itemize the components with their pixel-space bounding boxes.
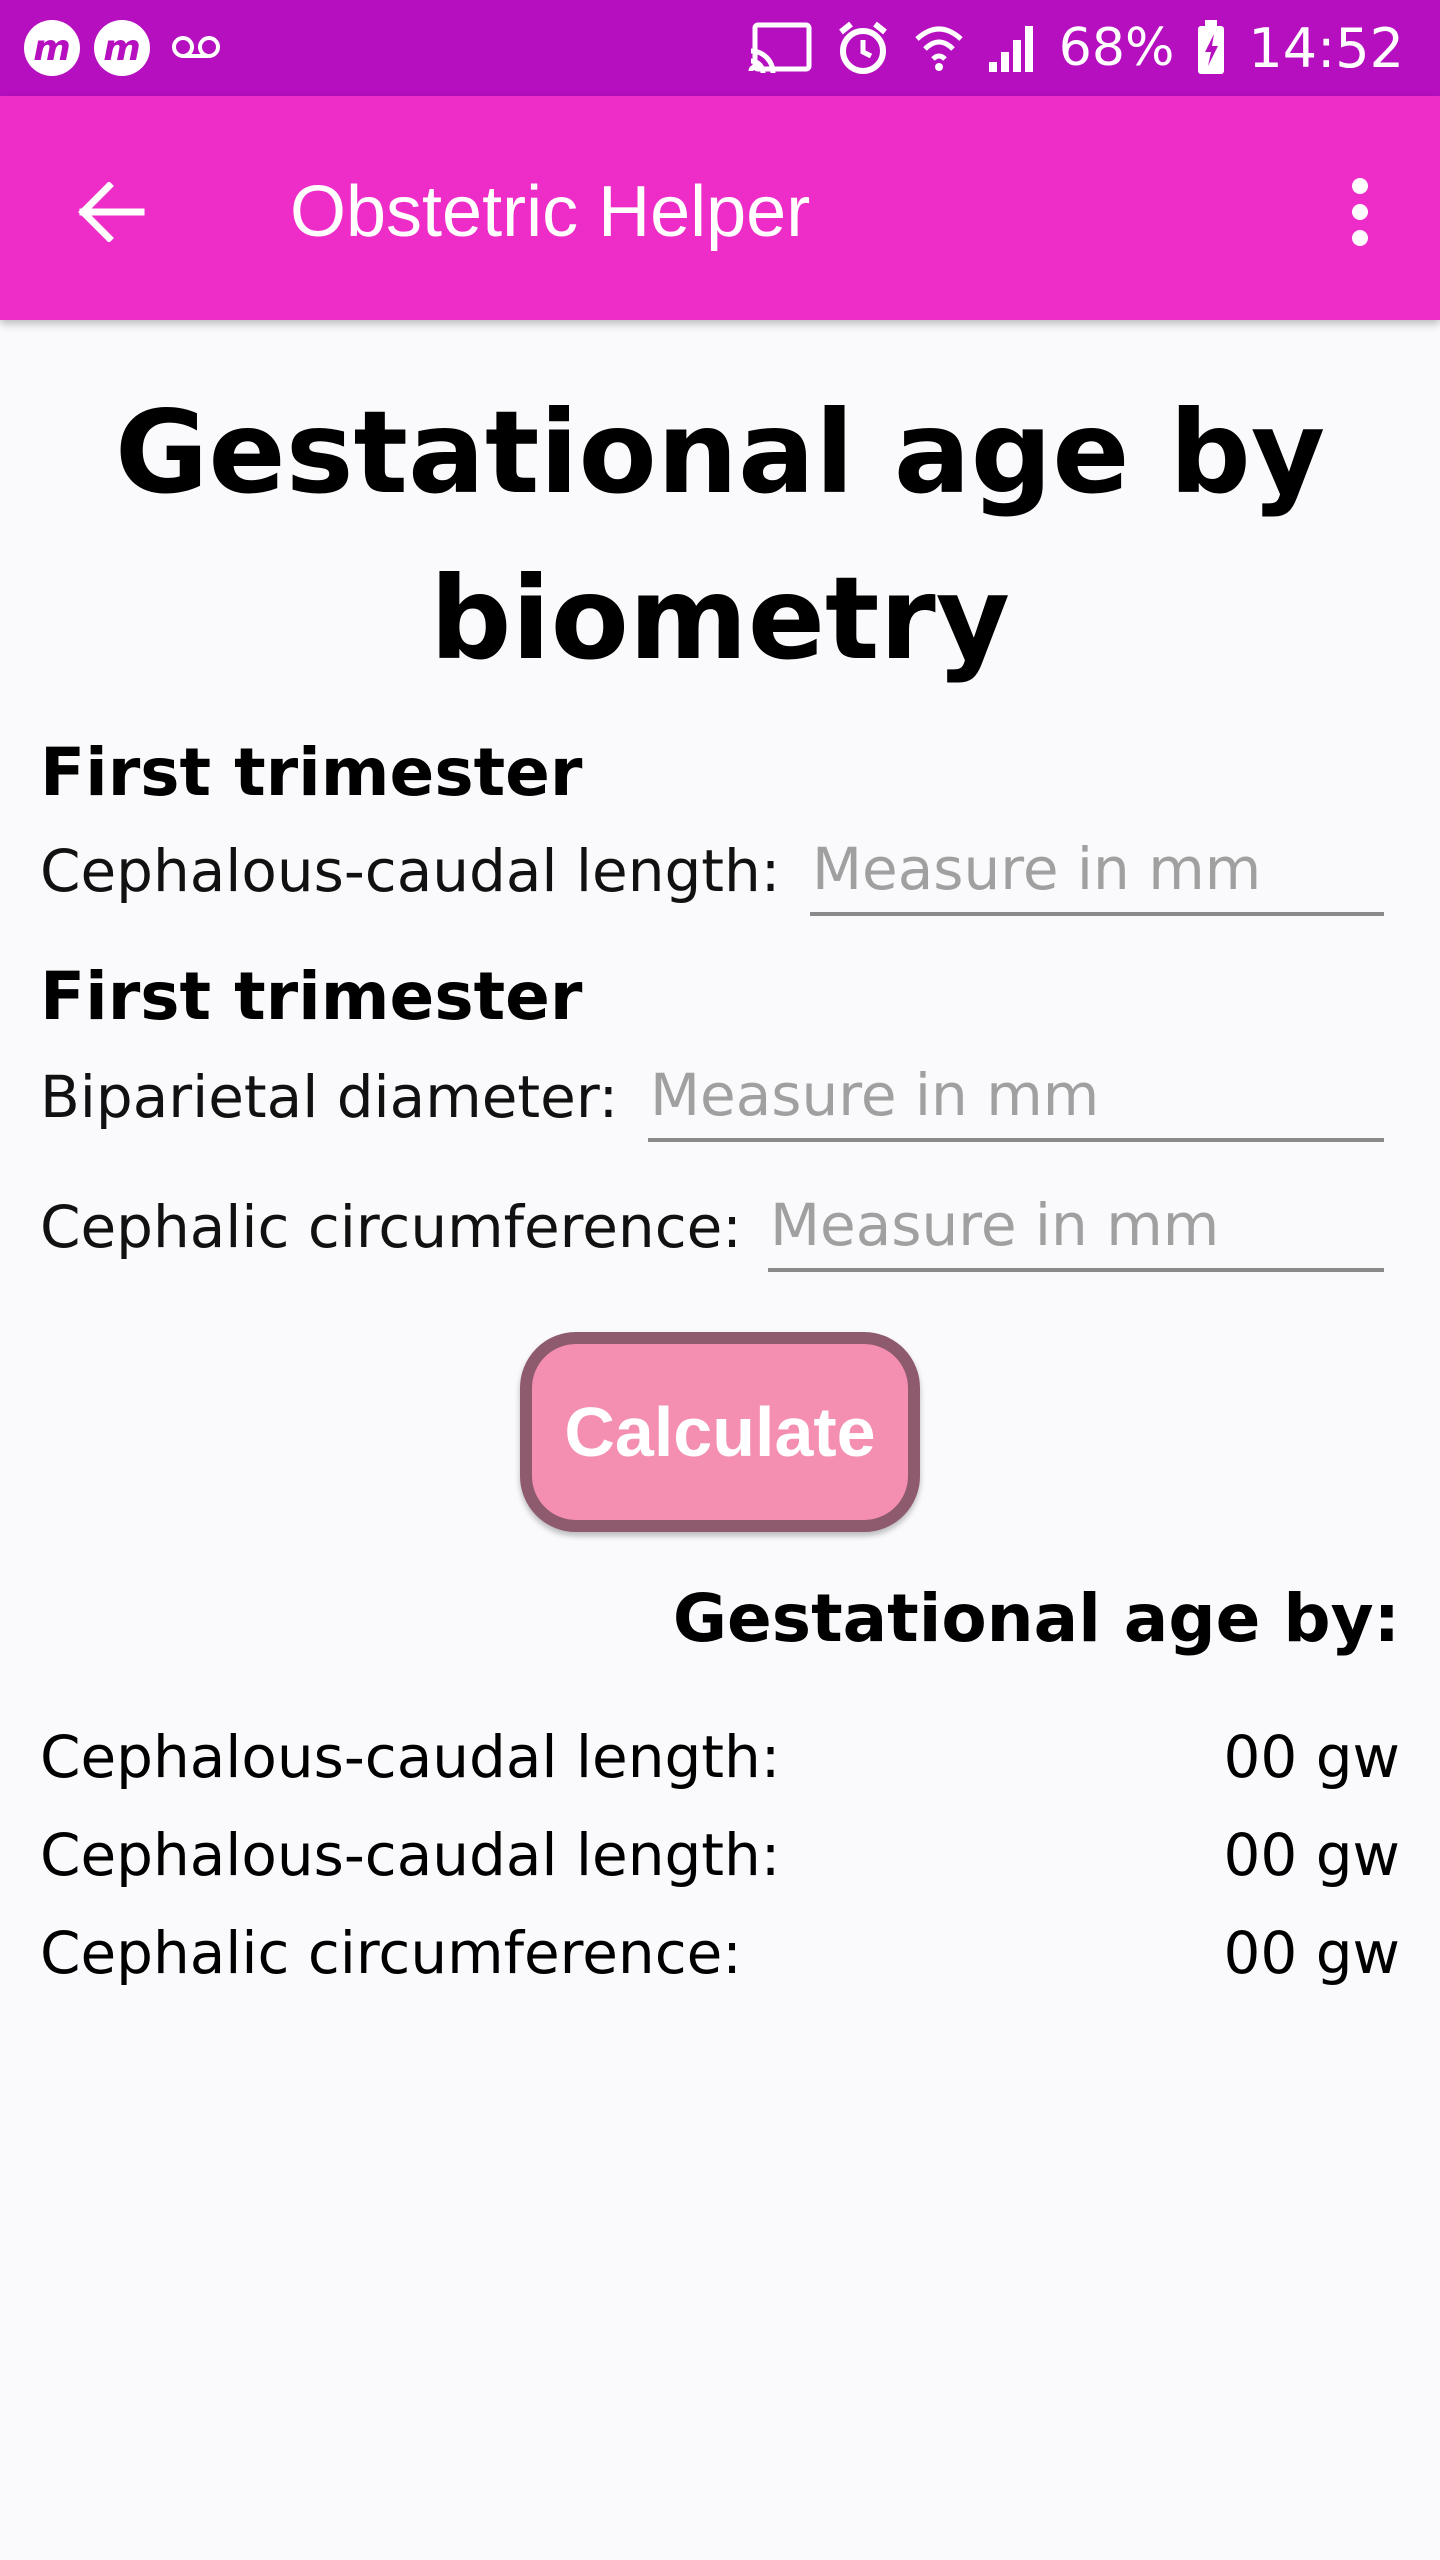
notification-area	[24, 18, 222, 78]
back-button[interactable]	[60, 162, 160, 262]
result-row-crl-2	[40, 1810, 1400, 1900]
hc-field-row	[40, 1182, 1384, 1272]
battery-charging-icon	[1196, 20, 1226, 76]
battery-percent: 68%	[1058, 18, 1175, 78]
result-row-hc	[40, 1908, 1400, 1998]
result-value: 00 gw	[1223, 1821, 1400, 1889]
result-label: Cephalic circumference:	[40, 1919, 742, 1987]
hc-input[interactable]	[768, 1182, 1384, 1272]
voicemail-icon	[172, 36, 222, 60]
alarm-icon	[835, 20, 891, 76]
status-bar	[0, 0, 1440, 96]
hc-label: Cephalic circumference:	[40, 1193, 742, 1261]
result-value: 00 gw	[1223, 1723, 1400, 1791]
overflow-menu-button[interactable]	[1320, 162, 1400, 262]
crl-input[interactable]	[810, 826, 1384, 916]
results-heading: Gestational age by:	[672, 1580, 1400, 1657]
result-value: 00 gw	[1223, 1919, 1400, 1987]
bpd-label: Biparietal diameter:	[40, 1063, 619, 1131]
m-app-icon: m	[94, 20, 150, 76]
page-title: Gestational age by biometry	[114, 386, 1326, 685]
app-title: Obstetric Helper	[290, 172, 811, 252]
more-vert-icon	[1348, 178, 1372, 246]
cast-icon	[747, 21, 813, 75]
arrow-back-icon	[75, 182, 145, 242]
calculate-button[interactable]: Calculate	[520, 1332, 920, 1532]
app-bar	[0, 96, 1440, 320]
wifi-icon	[913, 21, 965, 75]
clock: 14:52	[1248, 16, 1404, 80]
bpd-input[interactable]	[648, 1052, 1384, 1142]
result-label: Cephalous-caudal length:	[40, 1821, 781, 1889]
section-title-first-trimester: First trimester	[40, 734, 583, 811]
result-label: Cephalous-caudal length:	[40, 1723, 781, 1791]
result-row-crl	[40, 1712, 1400, 1802]
signal-icon	[987, 22, 1037, 74]
crl-field-row	[40, 826, 1384, 916]
system-status	[747, 14, 1404, 82]
m-app-icon: m	[24, 20, 80, 76]
section-title-first-trimester-2: First trimester	[40, 958, 583, 1035]
bpd-field-row	[40, 1052, 1384, 1142]
crl-label: Cephalous-caudal length:	[40, 837, 781, 905]
